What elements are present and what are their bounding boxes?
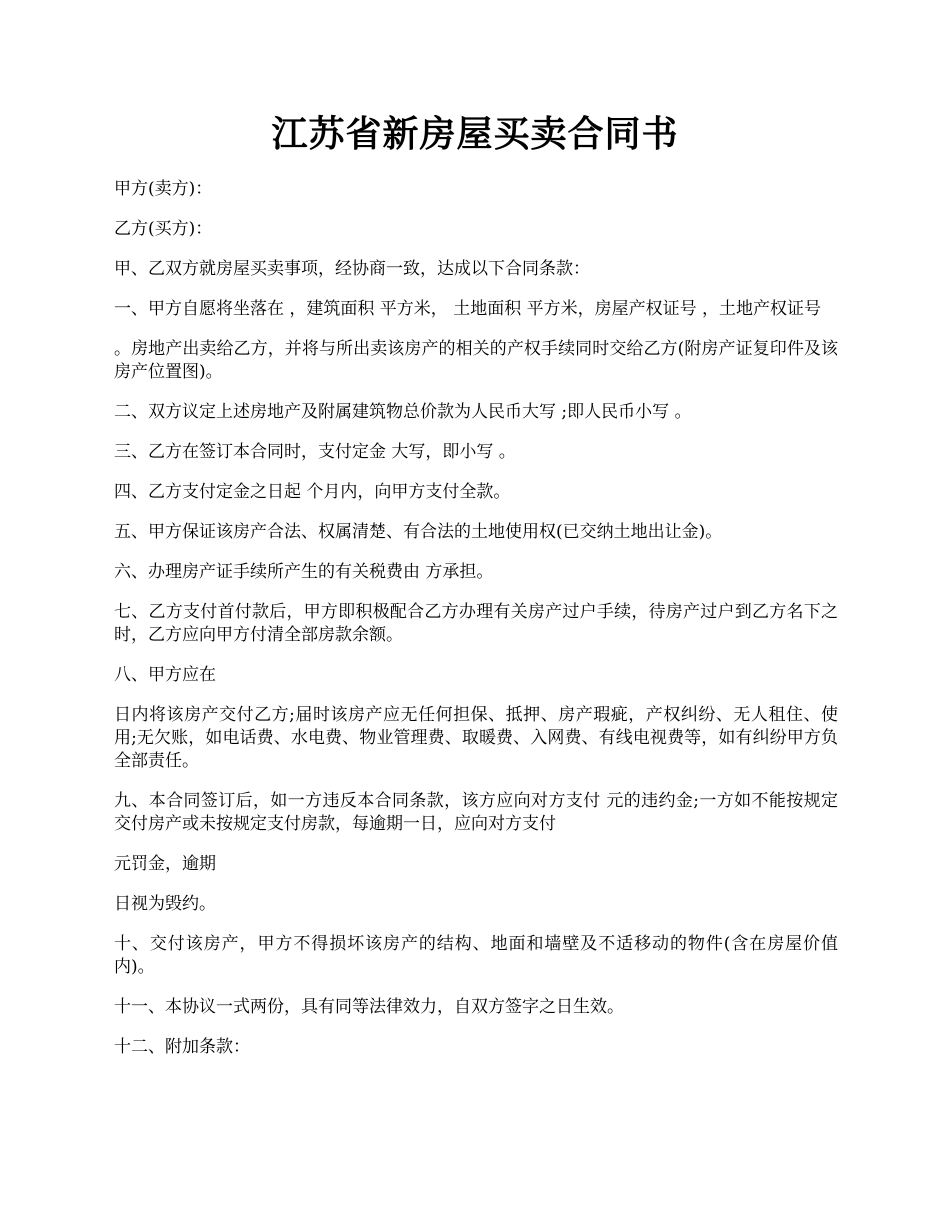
clause-6-paragraph: 六、办理房产证手续所产生的有关税费由 方承担。	[114, 562, 494, 582]
document-body	[114, 178, 838, 1076]
clause-11-paragraph: 十一、本协议一式两份，具有同等法律效力，自双方签字之日生效。	[114, 997, 624, 1017]
document-title: 江苏省新房屋买卖合同书	[271, 113, 679, 155]
clause-8-continuation: 日内将该房产交付乙方;届时该房产应无任何担保、抵押、房产瑕疵，产权纠纷、无人租住、使用;无欠账，如电话费、水电费、物业管理费、取暖费、入网费、有线电视费等，如有纠纷甲方负全部责任。	[114, 705, 838, 771]
clause-1-continuation: 。房地产出卖给乙方，并将与所出卖该房产的相关的产权手续同时交给乙方(附房产证复印件及该房产位置图)。	[114, 339, 838, 382]
clause-3-paragraph: 三、乙方在签订本合同时，支付定金 大写，即小写 。	[114, 442, 516, 462]
clause-9-paragraph: 九、本合同签订后，如一方违反本合同条款，该方应向对方支付 元的违约金;一方如不能按规定交付房产或未按规定支付房款，每逾期一日，应向对方支付	[114, 791, 838, 834]
preamble-paragraph: 甲、乙双方就房屋买卖事项，经协商一致，达成以下合同条款：	[114, 259, 590, 279]
clause-5-paragraph: 五、甲方保证该房产合法、权属清楚、有合法的土地使用权(已交纳土地出让金)。	[114, 522, 723, 542]
clause-2-paragraph: 二、双方议定上述房地产及附属建筑物总价款为人民币大写 ;即人民币小写 。	[114, 402, 692, 422]
clause-12-paragraph: 十二、附加条款：	[114, 1037, 250, 1057]
party-a-line: 甲方(卖方)：	[114, 179, 213, 199]
clause-1-paragraph: 一、甲方自愿将坐落在 ，建筑面积 平方米， 土地面积 平方米，房屋产权证号 ，土地产权证号	[114, 299, 822, 319]
clause-9-continuation-breach: 日视为毁约。	[114, 894, 216, 914]
clause-10-paragraph: 十、交付该房产，甲方不得损坏该房产的结构、地面和墙壁及不适移动的物件(含在房屋价值内)。	[114, 934, 838, 977]
clause-4-paragraph: 四、乙方支付定金之日起 个月内，向甲方支付全款。	[114, 482, 511, 502]
clause-8-paragraph: 八、甲方应在	[114, 665, 216, 685]
clause-7-paragraph: 七、乙方支付首付款后，甲方即积极配合乙方办理有关房产过户手续，待房产过户到乙方名下之时，乙方应向甲方付清全部房款余额。	[114, 602, 838, 645]
party-b-line: 乙方(买方)：	[114, 219, 213, 239]
clause-9-continuation-fine: 元罚金，逾期	[114, 854, 216, 874]
